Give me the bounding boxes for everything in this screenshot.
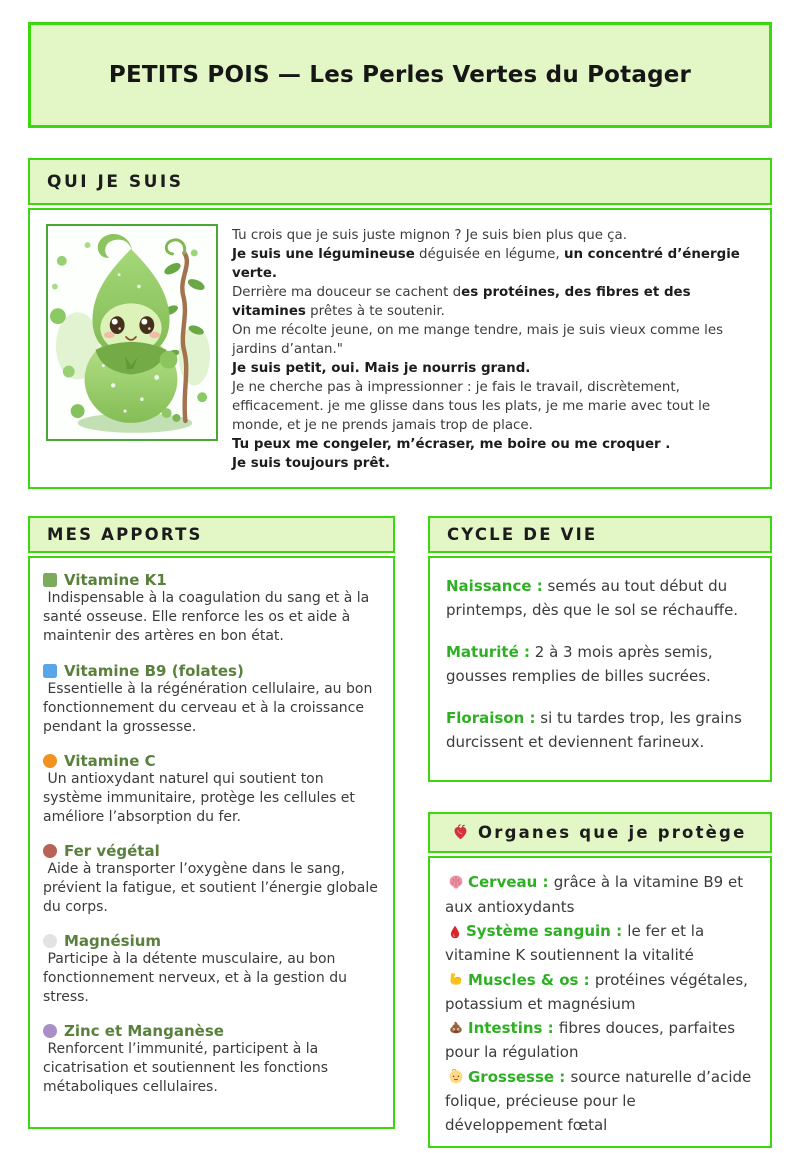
life-cycle-entry <box>446 640 754 688</box>
organ-entry <box>445 919 757 968</box>
brain-icon <box>448 874 464 890</box>
nutrient-title-row <box>43 841 380 860</box>
life-cycle-stage-label: Floraison : <box>446 709 536 728</box>
life-cycle-text: 2 à 3 mois après semis, gousses remplies de billes sucrées. <box>446 643 718 686</box>
monologue-paragraph: On me récolte jeune, on me mange tendre, mais je suis vieux comme les jardins d’antan." <box>232 323 724 358</box>
nutrient-name: Vitamine K1 <box>64 571 167 590</box>
organ-label: Grossesse : <box>468 1067 571 1086</box>
organ-text: grâce à la vitamine B9 et aux antioxydants <box>445 873 748 916</box>
nutrient-description: Essentielle à la régénération cellulaire, au bon fonctionnement du cerveau et à la croissance pendant la grossesse. <box>43 680 377 735</box>
monologue-paragraph: Tu peux me congeler, m’écraser, me boire ou me croquer . <box>232 437 671 453</box>
baby-icon <box>448 1068 464 1084</box>
poop-icon <box>448 1020 464 1036</box>
blood-drop-icon <box>448 925 462 939</box>
monologue-paragraph: Je suis toujours prêt. <box>232 456 390 472</box>
nutrient-bullet-icon <box>43 1024 57 1038</box>
page-title: PETITS POIS — Les Perles Vertes du Potager <box>108 62 692 88</box>
column-right <box>428 516 772 1148</box>
infographic-page <box>0 22 800 1153</box>
mes-apports-content <box>28 556 395 1129</box>
organ-entry <box>445 1065 757 1138</box>
monologue-paragraph: Tu crois que je suis juste mignon ? Je suis bien plus que ça. <box>232 228 628 243</box>
monologue-paragraph: Je suis une légumineuse déguisée en légume, un concentré d’énergie verte. <box>232 247 740 282</box>
cycle-de-vie-header <box>428 516 772 553</box>
organ-text: source naturelle d’acide folique, précieuse pour le développement fœtal <box>445 1067 757 1135</box>
section-qui-je-suis <box>28 158 772 489</box>
life-cycle-stage-label: Maturité : <box>446 643 531 662</box>
organ-text: le fer et la vitamine K soutiennent la vitalité <box>445 922 709 965</box>
nutrient-title-row <box>43 931 380 950</box>
nutrient-title-row <box>43 1021 380 1040</box>
nutrient-item <box>43 931 380 1007</box>
qui-je-suis-content <box>28 208 772 489</box>
life-cycle-stage-label: Naissance : <box>446 577 543 596</box>
nutrient-description: Renforcent l’immunité, participent à la cicatrisation et soutiennent les fonctions métaboliques cellulaires. <box>43 1040 333 1095</box>
pea-character-illustration <box>46 224 218 441</box>
qui-je-suis-header <box>28 158 772 205</box>
nutrient-item <box>43 570 380 646</box>
muscle-icon <box>448 971 464 987</box>
nutrient-name: Vitamine B9 (folates) <box>64 661 244 680</box>
nutrient-name: Fer végétal <box>64 841 160 860</box>
nutrient-title-row <box>43 570 380 589</box>
organes-header <box>428 812 772 853</box>
life-cycle-text: si tu tardes trop, les grains durcissent et deviennent farineux. <box>446 709 747 752</box>
organ-entry <box>445 870 757 919</box>
organ-label: Système sanguin : <box>466 922 628 940</box>
organes-header-label: Organes que je protège <box>478 823 747 843</box>
organ-label: Muscles & os : <box>468 970 595 989</box>
qui-je-suis-header-label: QUI JE SUIS <box>47 171 184 192</box>
mes-apports-header-label: MES APPORTS <box>47 525 203 545</box>
monologue-paragraph: Je ne cherche pas à impressionner : je fais le travail, discrètement, efficacement. je me glisse dans tous les plats, je me marie avec tout le monde, et je ne prends jamais trop de place. <box>232 380 711 434</box>
life-cycle-text: semés au tout début du printemps, dès que le sol se réchauffe. <box>446 577 739 620</box>
nutrient-bullet-icon <box>43 844 57 858</box>
organ-text: fibres douces, parfaites pour la régulation <box>445 1019 740 1062</box>
nutrient-title-row <box>43 751 380 770</box>
nutrient-name: Magnésium <box>64 931 162 950</box>
nutrient-item <box>43 661 380 737</box>
cycle-de-vie-content <box>428 556 772 782</box>
nutrient-bullet-icon <box>43 934 57 948</box>
mes-apports-header <box>28 516 395 553</box>
nutrient-description: Un antioxydant naturel qui soutient ton système immunitaire, protège les cellules et améliore l’absorption du fer. <box>43 770 360 825</box>
nutrient-name: Zinc et Manganèse <box>64 1021 224 1040</box>
organ-label: Cerveau : <box>468 873 554 892</box>
life-cycle-entry <box>446 706 754 754</box>
column-mes-apports <box>28 516 395 1129</box>
nutrient-bullet-icon <box>43 573 57 587</box>
monologue-paragraph: Derrière ma douceur se cachent des protéines, des fibres et des vitamines prêtes à te soutenir. <box>232 285 691 320</box>
anatomical-heart-icon <box>452 824 469 841</box>
life-cycle-entry <box>446 574 754 622</box>
organ-entry <box>445 968 757 1017</box>
title-banner <box>28 22 772 128</box>
organ-label: Intestins : <box>468 1019 559 1038</box>
pea-monologue <box>232 224 758 473</box>
nutrient-item <box>43 751 380 827</box>
nutrient-title-row <box>43 661 380 680</box>
nutrient-bullet-icon <box>43 664 57 678</box>
organes-content <box>428 856 772 1148</box>
pea-character-drawing <box>48 227 216 438</box>
nutrient-item <box>43 1021 380 1097</box>
nutrient-description: Indispensable à la coagulation du sang et à la santé osseuse. Elle renforce les os et aide à maintenir des artères en bon état. <box>43 590 374 645</box>
nutrient-bullet-icon <box>43 754 57 768</box>
organ-entry <box>445 1016 757 1065</box>
two-column-layout <box>28 516 772 1148</box>
nutrient-name: Vitamine C <box>64 751 156 770</box>
monologue-paragraph: Je suis petit, oui. Mais je nourris grand. <box>232 361 531 377</box>
nutrient-description: Aide à transporter l’oxygène dans le sang, prévient la fatigue, et soutient l’énergie globale du corps. <box>43 860 383 915</box>
nutrient-description: Participe à la détente musculaire, au bon fonctionnement nerveux, et à la gestion du stress. <box>43 950 352 1005</box>
cycle-de-vie-header-label: CYCLE DE VIE <box>447 525 598 545</box>
nutrient-item <box>43 841 383 917</box>
organ-text: protéines végétales, potassium et magnésium <box>445 970 753 1013</box>
